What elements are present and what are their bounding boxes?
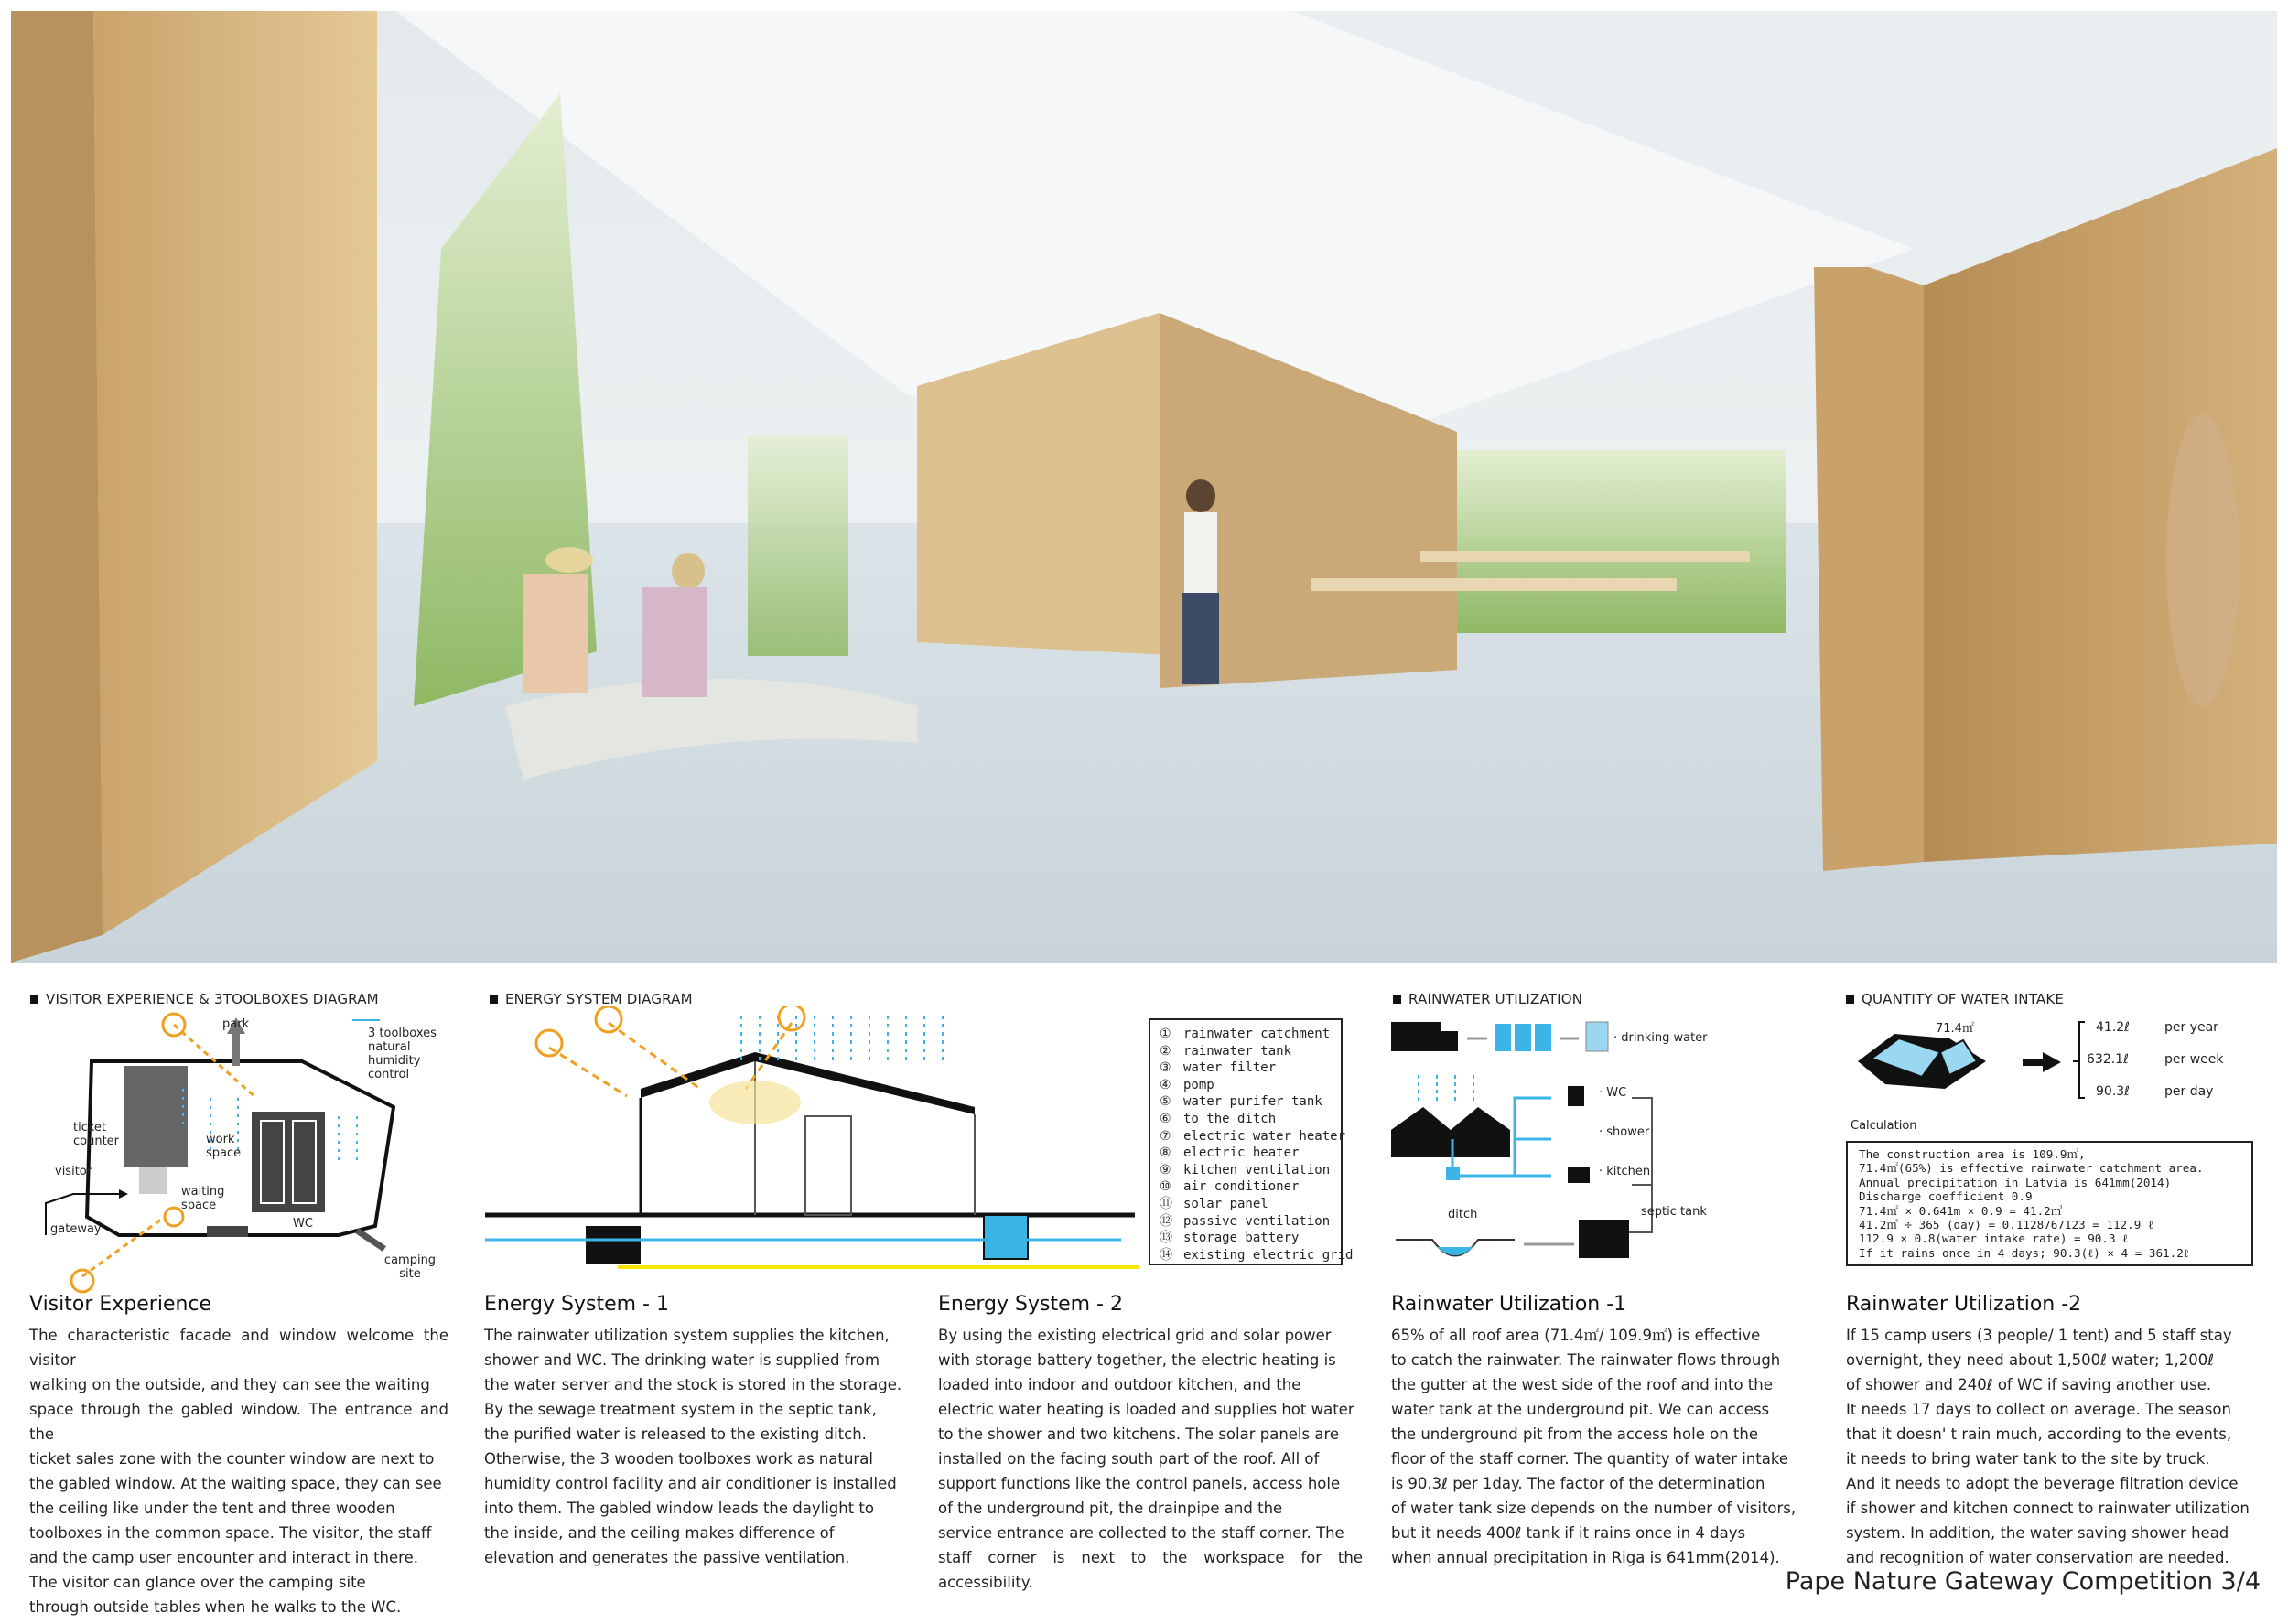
column-title: Rainwater Utilization -1 [1391, 1293, 1627, 1316]
calc-line: Annual precipitation in Latvia is 641mm(2014) [1859, 1175, 2172, 1189]
column-title: Rainwater Utilization -2 [1846, 1293, 2082, 1316]
footer-title: Pape Nature Gateway Competition 3/4 [1785, 1567, 2261, 1596]
legend-item: ④ pomp [1160, 1077, 1214, 1092]
quantity-heading: QUANTITY OF WATER INTAKE [1846, 991, 2064, 1007]
quantity-diagram [1849, 1011, 2261, 1139]
calc-line: 112.9 × 0.8(water intake rate) = 90.3 ℓ [1859, 1231, 2129, 1246]
rendering-image [11, 11, 2277, 963]
energy-diagram-heading: ENERGY SYSTEM DIAGRAM [490, 991, 693, 1007]
intake-value: 90.3ℓ [2096, 1084, 2130, 1099]
intake-unit: per week [2164, 1052, 2224, 1067]
column-body: By using the existing electrical grid and solar power with storage battery together, the electric heating is loaded into indoor and outdoor kitchen, and the electric water heating is loaded and supplies hot water to the shower and two kitchens. The solar panels are installed on the facing south part of the roof. All of support functions like the control panels, access hole of the underground pit, the drainpipe and the service entrance are collected to the staff corner. The staff corner is next to the workspace for the accessibility. [938, 1327, 1363, 1591]
legend-item: ② rainwater tank [1160, 1043, 1292, 1059]
intake-value: 632.1ℓ [2087, 1052, 2129, 1067]
legend-item: ⑧ electric heater [1160, 1145, 1300, 1161]
column-title: Energy System - 2 [938, 1293, 1123, 1316]
calc-line: If it rains once in 4 days; 90.3(ℓ) × 4 = 361.2ℓ [1859, 1245, 2189, 1260]
legend-item: ③ water filter [1160, 1060, 1277, 1076]
label-ditch: ditch [1448, 1208, 1478, 1221]
legend-item: ⑪ solar panel [1160, 1196, 1268, 1211]
calc-line: The construction area is 109.9㎡, [1859, 1147, 2086, 1161]
intake-unit: per year [2164, 1020, 2218, 1035]
intake-unit: per day [2164, 1084, 2214, 1099]
visitor-diagram [27, 1006, 458, 1299]
legend-item: ⑥ to the ditch [1160, 1111, 1277, 1126]
calculation-box [1846, 1141, 2253, 1266]
label-wc: WC [293, 1217, 313, 1231]
column-title: Energy System - 1 [484, 1293, 669, 1316]
calc-line: Discharge coefficient 0.9 [1859, 1189, 2033, 1204]
legend-item: ① rainwater catchment [1160, 1027, 1331, 1041]
label-drinking-water: · drinking water [1613, 1031, 1708, 1045]
label-visitor: visitor [55, 1165, 92, 1178]
legend-item: ⑤ water purifer tank [1160, 1094, 1322, 1110]
column-energy-system-2 [938, 1293, 1363, 1595]
legend-item: ⑩ air conditioner [1160, 1179, 1300, 1195]
label-kitchen: · kitchen [1599, 1165, 1651, 1178]
intake-value: 41.2ℓ [2096, 1020, 2130, 1035]
column-rainwater-2 [1846, 1293, 2265, 1570]
label-park: park [222, 1017, 250, 1031]
column-energy-system-1 [484, 1293, 905, 1570]
column-title: Visitor Experience [29, 1293, 212, 1316]
legend-item: ⑦ electric water heater [1160, 1128, 1346, 1144]
energy-legend [1149, 1018, 1354, 1265]
energy-diagram-drawing [480, 1006, 1139, 1281]
legend-item: ⑭ existing electric grid [1160, 1247, 1354, 1263]
calc-line: 41.2㎥ ÷ 365 (day) = 0.1128767123 = 112.9 ℓ [1859, 1218, 2153, 1232]
energy-section-drawing [480, 1006, 1139, 1281]
column-visitor-experience [29, 1293, 448, 1619]
column-body: If 15 camp users (3 people/ 1 tent) and 5 staff stay overnight, they need about 1,500ℓ water; 1,200ℓ of shower and 240ℓ of WC if saving another use. It needs 17 days to collect on average. The season that it doesn' t rain much, according to the events, it needs to bring water tank to the site by truck. And it needs to adopt the beverage filtration device if shower and kitchen connect to rainwater utilization system. In addition, the water saving shower head and recognition of water conservation are needed. [1846, 1327, 2250, 1566]
calc-line: 71.4㎡ × 0.641m × 0.9 = 41.2㎥ [1859, 1203, 2063, 1218]
calc-title: Calculation [1851, 1119, 1917, 1133]
area-label: 71.4㎡ [1936, 1022, 1974, 1036]
column-body: The rainwater utilization system supplies the kitchen, shower and WC. The drinking water is supplied from the water server and the stock is stored in the storage. By the sewage treatment system in the septic tank, the purified water is released to the existing ditch. Otherwise, the 3 wooden toolboxes work as natural humidity control facility and air conditioner is installed into them. The gabled window leads the daylight to the inside, and the ceiling makes difference of elevation and generates the passive ventilation. [484, 1327, 902, 1566]
column-body: The characteristic facade and window welcome the visitor walking on the outside, and they can see the waiting space through the gabled window. The entrance and the ticket sales zone with the counter window are next to the gabled window. At the waiting space, they can see the ceiling like under the tent and three wooden toolboxes in the common space. The visitor, the staff and the camp user encounter and interact in there. The visitor can glance over the camping site through outside tables when he walks to the WC. [29, 1327, 448, 1616]
rainwater-diagram-drawing [1387, 1011, 1826, 1285]
interior-rendering [11, 11, 2277, 963]
label-shower: · shower [1599, 1125, 1650, 1139]
label-work-space: work space [206, 1133, 242, 1160]
visitor-diagram-heading: VISITOR EXPERIENCE & 3TOOLBOXES DIAGRAM [30, 991, 379, 1007]
legend-item: ⑬ storage battery [1160, 1231, 1300, 1246]
legend-item: ⑨ kitchen ventilation [1160, 1162, 1331, 1178]
label-ticket-counter: ticket counter [73, 1121, 120, 1148]
label-gateway: gateway [50, 1222, 102, 1236]
legend-item: ⑫ passive ventilation [1160, 1213, 1331, 1229]
label-camping-site: camping site [383, 1253, 437, 1281]
calc-line: 71.4㎡(65%) is effective rainwater catchment area. [1859, 1161, 2204, 1176]
column-rainwater-1 [1391, 1293, 1810, 1570]
column-body: 65% of all roof area (71.4㎡/ 109.9㎡) is effective to catch the rainwater. The rainwater flows through the gutter at the west side of the roof and into the water tank at the underground pit. We can access the underground pit from the access hole on the floor of the staff corner. The quantity of water intake is 90.3ℓ per 1day. The factor of the determination of water tank size depends on the number of visitors, but it needs 400ℓ tank if it rains once in 4 days when annual precipitation in Riga is 641mm(2014). [1391, 1327, 1797, 1566]
rainwater-diagram-heading: RAINWATER UTILIZATION [1393, 991, 1582, 1007]
label-septic-tank: septic tank [1641, 1205, 1707, 1219]
label-waiting-space: waiting space [181, 1185, 225, 1212]
label-toolboxes: 3 toolboxes natural humidity control [368, 1027, 437, 1081]
rainwater-diagram [1387, 1011, 1826, 1285]
label-wc: · WC [1599, 1086, 1627, 1100]
